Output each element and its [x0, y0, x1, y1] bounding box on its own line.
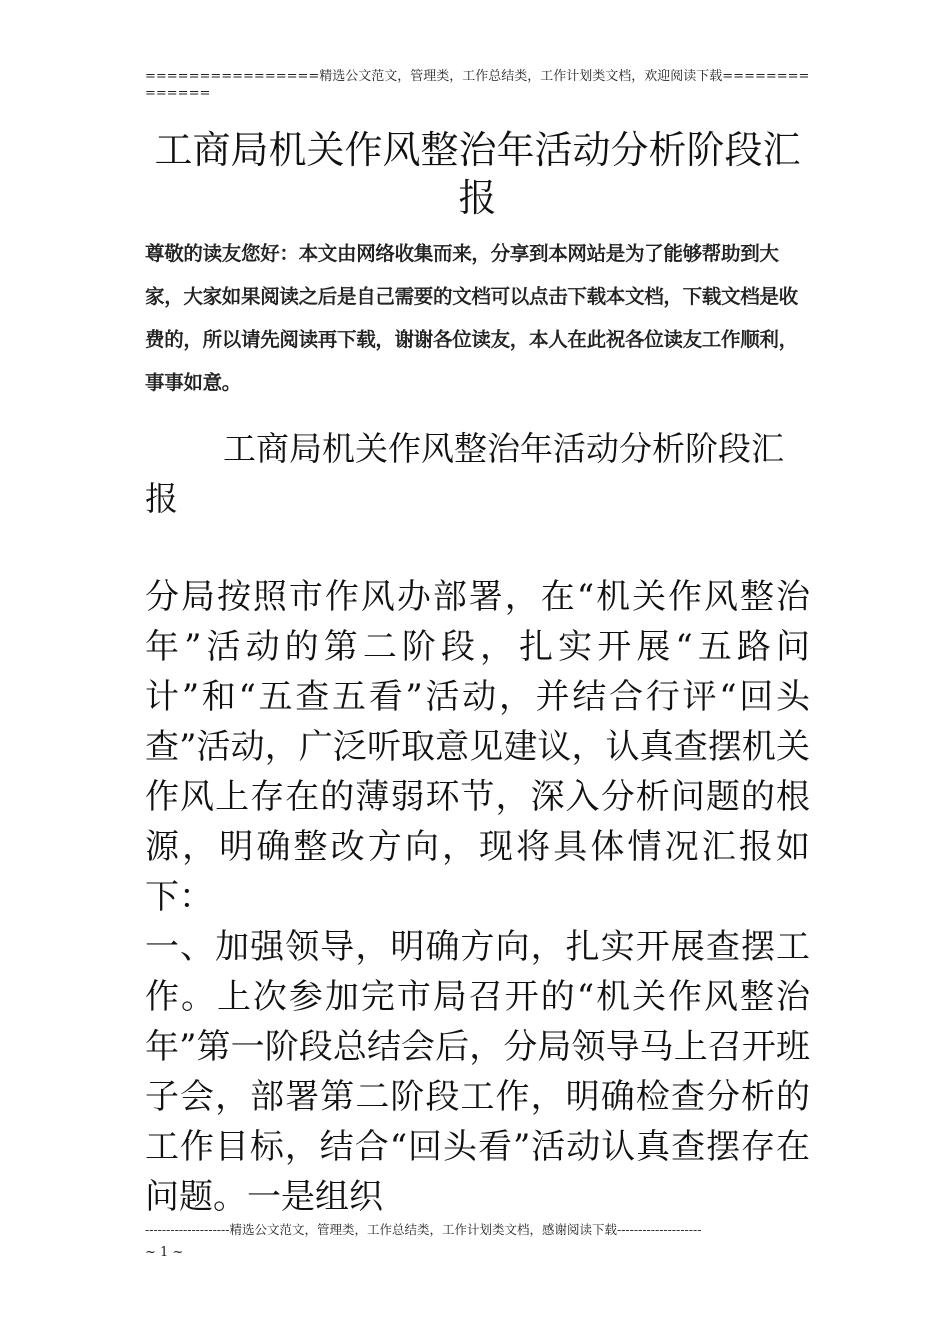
body-paragraph-section-1: 一、加强领导，明确方向，扎实开展查摆工作。上次参加完市局召开的“机关作风整治年”第一阶段总结会后，分局领导马上召开班子会，部署第二阶段工作，明确检查分析的工作目标，结合“回头看”活动认真查摆存在问题。一是组织: [145, 927, 810, 1217]
body-paragraph-intro: 分局按照市作风办部署，在“机关作风整治年”活动的第二阶段，扎实开展“五路问计”和“五查五看”活动，并结合行评“回头查”活动，广泛听取意见建议，认真查摆机关作风上存在的薄弱环节，深入分析问题的根源，明确整改方向，现将具体情况汇报如下：: [145, 577, 810, 917]
document-subtitle: 工商局机关作风整治年活动分析阶段汇报: [145, 429, 784, 518]
footer-banner: --------------------精选公文范文，管理类，工作总结类，工作计划类文档，感谢阅读下载--------------------: [145, 1222, 702, 1237]
header-banner: ================精选公文范文，管理类，工作总结类，工作计划类文档，欢迎阅读下载==============: [145, 69, 810, 101]
document-body: [145, 572, 810, 1222]
reader-notice: 尊敬的读友您好：本文由网络收集而来，分享到本网站是为了能够帮助到大家，大家如果阅读之后是自己需要的文档可以点击下载本文档，下载文档是收费的，所以请先阅读再下载，谢谢各位读友，本人在此祝各位读友工作顺利，事事如意。: [145, 242, 798, 394]
page-number: ~ 1 ~: [145, 1245, 184, 1260]
document-title: 工商局机关作风整治年活动分析阶段汇报: [154, 128, 801, 220]
